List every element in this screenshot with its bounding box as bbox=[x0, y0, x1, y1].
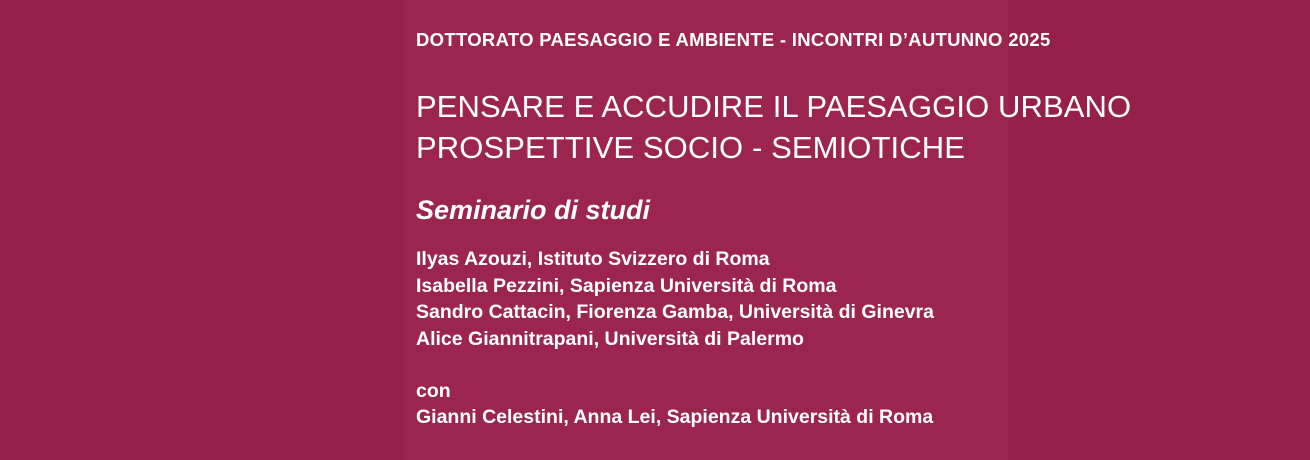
list-item: Gianni Celestini, Anna Lei, Sapienza Università di Roma bbox=[416, 406, 934, 428]
page-title-line-1: PENSARE E ACCUDIRE IL PAESAGGIO URBANO bbox=[416, 89, 1132, 124]
poster-content bbox=[416, 0, 1310, 460]
list-item: Alice Giannitrapani, Università di Palermo bbox=[416, 327, 804, 350]
with-participants-list bbox=[416, 404, 933, 431]
list-item: Sandro Cattacin, Fiorenza Gamba, Università di Ginevra bbox=[416, 301, 934, 323]
page-subtitle: Seminario di studi bbox=[416, 195, 651, 225]
event-series-kicker: DOTTORATO PAESAGGIO E AMBIENTE - INCONTRI D’AUTUNNO 2025 bbox=[416, 29, 1051, 50]
list-item: Ilyas Azouzi, Istituto Svizzero di Roma bbox=[416, 248, 770, 270]
with-label: con bbox=[416, 380, 451, 402]
speakers-list bbox=[416, 246, 934, 352]
list-item: Isabella Pezzini, Sapienza Università di Roma bbox=[416, 274, 837, 297]
page-title-line-2: PROSPETTIVE SOCIO - SEMIOTICHE bbox=[416, 130, 966, 165]
page-title bbox=[416, 86, 1131, 168]
